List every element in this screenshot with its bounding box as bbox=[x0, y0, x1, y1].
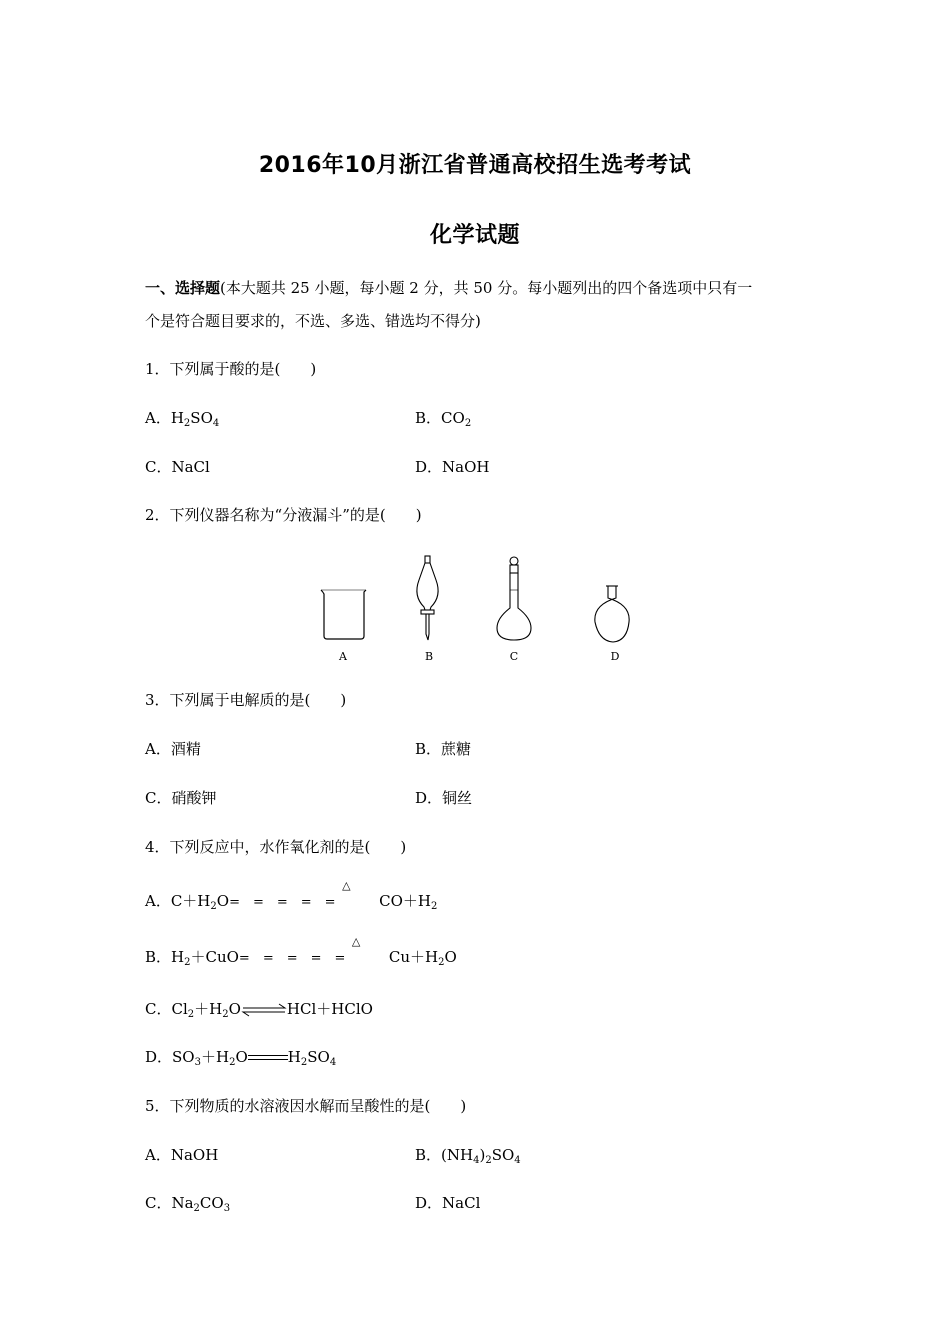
exam-subtitle: 化学试题 bbox=[429, 223, 520, 248]
q1-stem: 1．下列属于酸的是( ) bbox=[145, 360, 317, 378]
q4-option-a: A．$C+H_2O$ △ = = = = = $CO+H_2$ bbox=[145, 879, 438, 912]
q5-option-d: D．NaCl bbox=[415, 1194, 481, 1212]
q3-stem: 3．下列属于电解质的是( ) bbox=[145, 691, 347, 709]
label-d: D bbox=[610, 650, 620, 663]
q3-option-c: C．硝酸钾 bbox=[145, 789, 217, 807]
apparatus-svg bbox=[305, 552, 645, 672]
q5-option-a: A．NaOH bbox=[145, 1146, 219, 1164]
instructions-line-2: 个是符合题目要求的，不选、多选、错选均不得分) bbox=[145, 312, 481, 330]
q4-option-b: B．$H_2+CuO$ △ = = = = = $Cu+H_2O$ bbox=[145, 935, 457, 968]
q2-stem: 2．下列仪器名称为“分液漏斗”的是( ) bbox=[145, 506, 422, 524]
double-equals-sign bbox=[248, 1054, 288, 1062]
separatory-funnel-icon bbox=[417, 556, 438, 640]
beaker-icon bbox=[321, 590, 366, 639]
q3-option-a: A．酒精 bbox=[145, 740, 201, 758]
q5-option-c: C．$Na_2CO_3$ bbox=[145, 1194, 231, 1214]
q3-option-b: B．蔗糖 bbox=[415, 740, 472, 758]
q1-option-b: B．$CO_2$ bbox=[415, 409, 472, 429]
instructions-line-1: (本大题共 25 小题，每小题 2 分，共 50 分。每小题列出的四个备选项中只有一 bbox=[220, 279, 753, 297]
reversible-arrow-icon bbox=[241, 1003, 287, 1017]
heat-equals-arrow: △ = = = = = bbox=[238, 935, 361, 966]
q4-stem: 4．下列反应中，水作氧化剂的是( ) bbox=[145, 838, 407, 856]
label-b: B bbox=[424, 650, 434, 663]
heat-equals-arrow: △ = = = = = bbox=[229, 879, 351, 910]
q3-option-d: D．铜丝 bbox=[415, 789, 473, 807]
section-heading: 一、选择题 bbox=[145, 279, 221, 297]
apparatus-figure bbox=[305, 552, 645, 672]
q5-stem: 5．下列物质的水溶液因水解而呈酸性的是( ) bbox=[145, 1097, 467, 1115]
q1-option-a: A．$H_2SO_4$ bbox=[145, 409, 220, 429]
q4-option-d: D．$SO_3+H_2O$ $H_2SO_4$ bbox=[145, 1048, 337, 1068]
q5-option-b: B．$(NH_4)_2SO_4$ bbox=[415, 1146, 521, 1166]
q1-option-d: D．NaOH bbox=[415, 458, 490, 476]
q4-option-c: C．$Cl_2+H_2O$ HCl＋HClO bbox=[145, 1000, 373, 1020]
exam-title: 2016年10月浙江省普通高校招生选考考试 bbox=[258, 153, 692, 178]
q1-option-c: C．NaCl bbox=[145, 458, 210, 476]
label-a: A bbox=[339, 650, 347, 663]
section-instructions bbox=[145, 278, 752, 298]
round-flask-icon bbox=[595, 586, 629, 642]
volumetric-flask-icon bbox=[497, 557, 531, 640]
label-c: C bbox=[509, 650, 519, 663]
